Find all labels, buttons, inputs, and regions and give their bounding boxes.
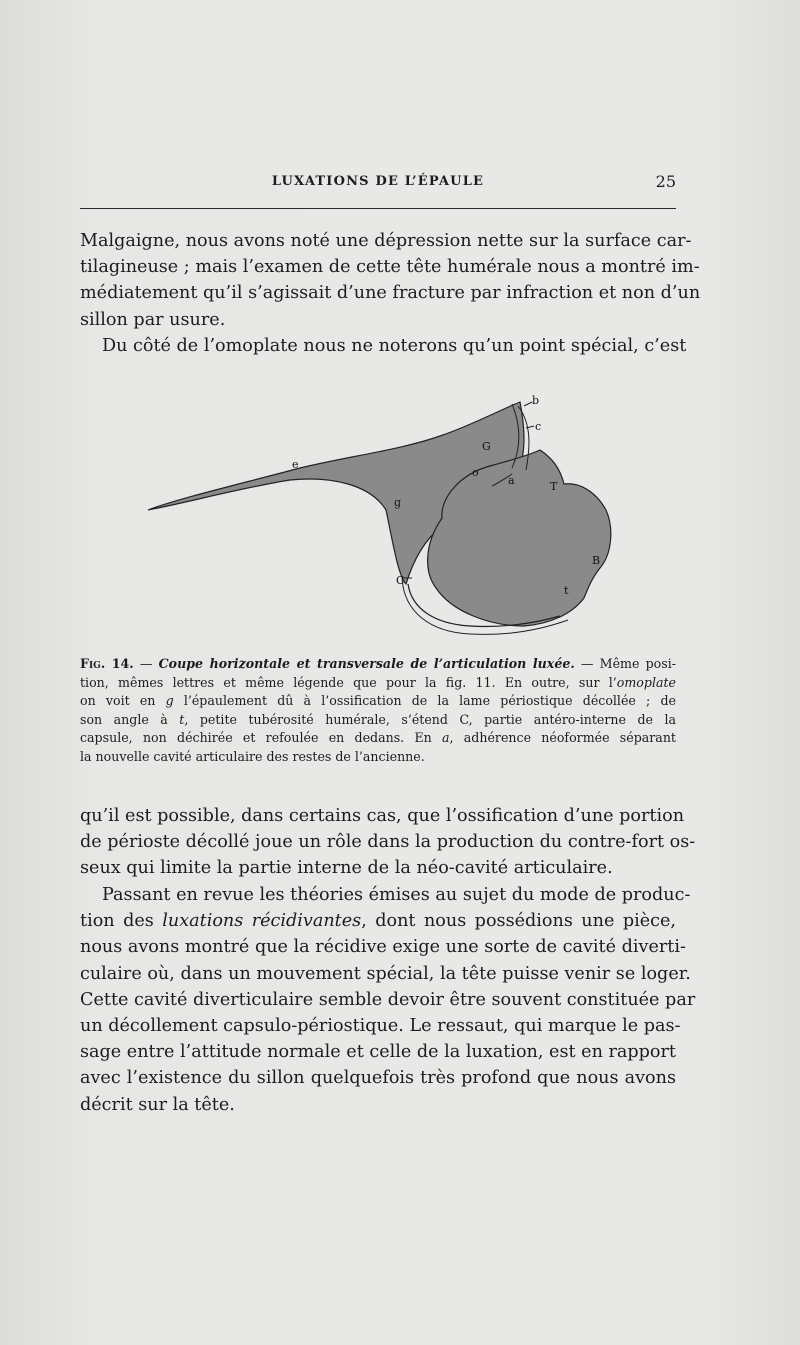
label-b: b xyxy=(532,394,540,407)
text-line: nous avons montré que la récidive exige une sorte de cavité diverti- xyxy=(80,937,686,958)
caption-text: , petite tubérosité humérale, s’étend C, partie antéro-interne de la xyxy=(184,711,676,727)
label-c: c xyxy=(535,420,542,433)
label-o: o xyxy=(472,466,479,479)
text-line: tilagineuse ; mais l’examen de cette tête humérale nous a montré im- xyxy=(80,257,700,278)
caption-text: on voit en xyxy=(80,693,166,709)
caption-line-4 xyxy=(80,711,676,730)
caption-italic: t xyxy=(179,711,185,727)
paragraph-4 xyxy=(80,882,696,1118)
caption-text: l’épaulement dû à l’ossification de la lame périostique décollée ; de xyxy=(173,693,676,709)
paragraph-3 xyxy=(80,803,696,882)
italic-term: luxations récidivantes xyxy=(162,911,362,932)
caption-text: capsule, non déchirée et refoulée en dedans. En xyxy=(80,730,443,746)
label-C: C xyxy=(396,574,405,587)
label-g: g xyxy=(394,496,402,509)
page-number: 25 xyxy=(655,172,676,191)
paragraph-1 xyxy=(80,228,701,333)
text-line: sillon par usure. xyxy=(80,309,226,330)
label-B: B xyxy=(592,554,601,567)
text-line: avec l’existence du sillon quelquefois très profond que nous avons xyxy=(80,1068,676,1089)
caption-line-5 xyxy=(80,729,676,748)
figure-title: Coupe horizontale et transversale de l’articulation luxée. xyxy=(158,656,575,671)
leader-b xyxy=(524,402,532,406)
caption-text: son angle à xyxy=(80,711,180,727)
figure-caption xyxy=(80,655,676,767)
label-e: e xyxy=(292,458,299,471)
label-a: a xyxy=(508,474,515,487)
caption-italic: g xyxy=(165,693,174,709)
text-span: , dont nous possédions une pièce, xyxy=(361,911,676,932)
anatomical-figure xyxy=(140,388,620,650)
caption-dash: — xyxy=(133,656,159,671)
caption-italic: a xyxy=(442,730,450,746)
label-T: T xyxy=(550,480,558,493)
caption-italic: omoplate xyxy=(616,674,676,690)
text-line: décrit sur la tête. xyxy=(80,1094,235,1115)
text-line: Passant en revue les théories émises au sujet du mode de produc- xyxy=(102,885,691,905)
caption-text: tion, mêmes lettres et même légende que pour la fig. 11. En outre, sur l’ xyxy=(80,674,617,690)
text-line: Du côté de l’omoplate nous ne noterons qu’un point spécial, c’est xyxy=(102,336,687,356)
caption-line-2 xyxy=(80,674,676,693)
text-span: tion des xyxy=(80,911,163,932)
page-header xyxy=(80,172,676,196)
text-line: culaire où, dans un mouvement spécial, la tête puisse venir se loger. xyxy=(80,963,691,984)
text-line: Cette cavité diverticulaire semble devoir être souvent constituée par xyxy=(80,989,696,1010)
running-title: LUXATIONS DE L’ÉPAULE xyxy=(271,174,485,189)
figure-number: Fig. 14. xyxy=(80,656,134,671)
label-t: t xyxy=(564,584,569,597)
text-line: Malgaigne, nous avons noté une dépression nette sur la surface car- xyxy=(80,231,692,251)
text-line: de périoste décollé joue un rôle dans la production du contre-fort os- xyxy=(80,832,696,853)
text-line: sage entre l’attitude normale et celle de la luxation, est en rapport xyxy=(80,1042,676,1063)
text-line: un décollement capsulo-périostique. Le ressaut, qui marque le pas- xyxy=(80,1016,681,1037)
caption-line-6: la nouvelle cavité articulaire des restes de l’ancienne. xyxy=(80,748,425,764)
caption-line-3 xyxy=(80,692,676,711)
caption-text: — Même posi- xyxy=(574,656,676,671)
header-rule xyxy=(80,208,676,209)
caption-line-1 xyxy=(80,655,676,674)
label-G: G xyxy=(482,440,491,453)
paragraph-2 xyxy=(80,333,687,359)
text-line: seux qui limite la partie interne de la néo-cavité articulaire. xyxy=(80,858,613,879)
text-line xyxy=(80,908,676,934)
text-line: médiatement qu’il s’agissait d’une fracture par infraction et non d’un xyxy=(80,283,701,304)
figure-drawing xyxy=(148,402,611,634)
text-line: qu’il est possible, dans certains cas, que l’ossification d’une portion xyxy=(80,806,685,826)
caption-text: , adhérence néoformée séparant xyxy=(449,730,676,746)
